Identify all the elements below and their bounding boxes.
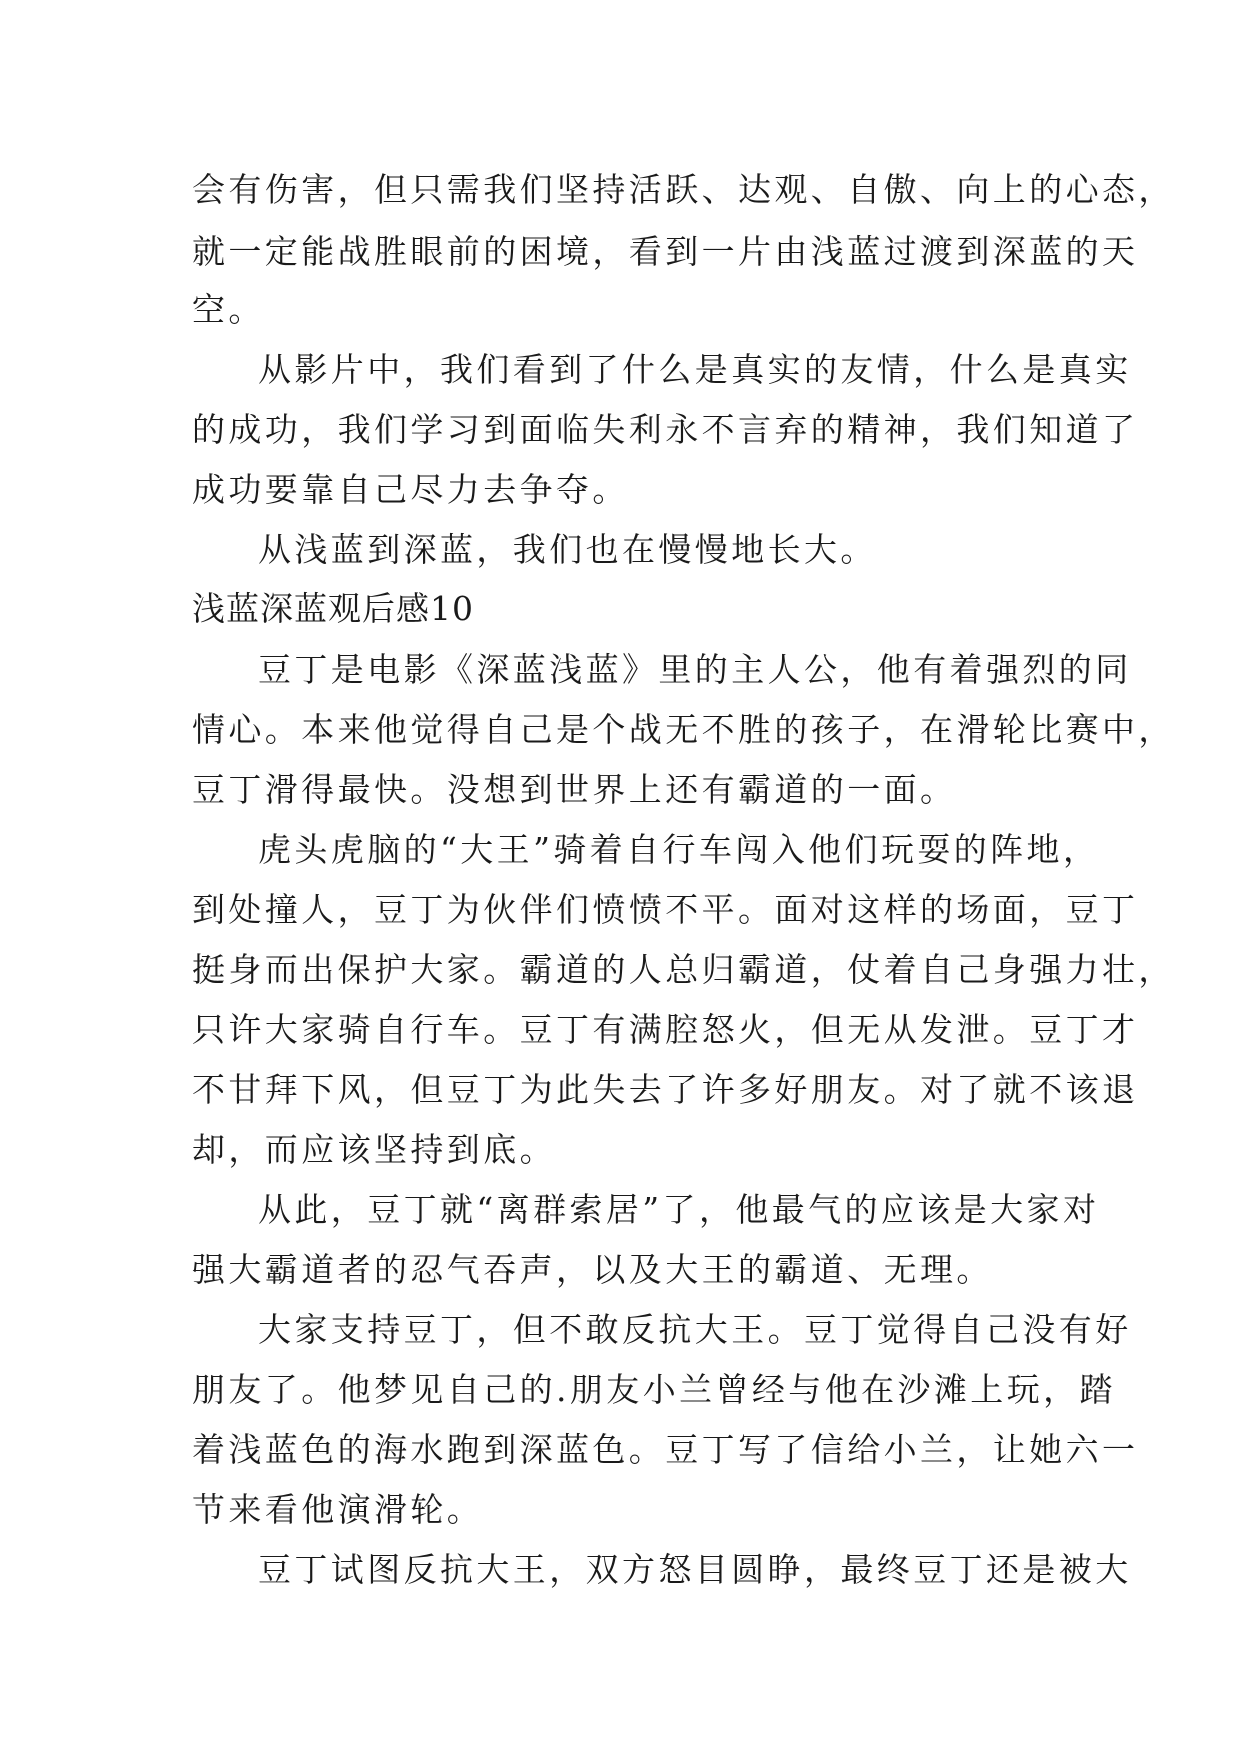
text-line: 不甘拜下风，但豆丁为此失去了许多好朋友。对了就不该退 [192, 1070, 1139, 1109]
text-line: 空。 [192, 290, 265, 329]
text-line: 情心。本来他觉得自己是个战无不胜的孩子，在滑轮比赛中， [192, 710, 1175, 749]
text-line: 大家支持豆丁，但不敢反抗大王。豆丁觉得自己没有好 [258, 1310, 1132, 1349]
text-line: 成功要靠自己尽力去争夺。 [192, 470, 629, 509]
text-line: 节来看他演滑轮。 [192, 1490, 484, 1529]
text-line: 豆丁是电影《深蓝浅蓝》里的主人公，他有着强烈的同 [258, 650, 1132, 689]
text-line: 从影片中，我们看到了什么是真实的友情，什么是真实 [258, 350, 1132, 389]
text-line: 只许大家骑自行车。豆丁有满腔怒火，但无从发泄。豆丁才 [192, 1010, 1139, 1049]
text-line: 豆丁滑得最快。没想到世界上还有霸道的一面。 [192, 770, 957, 809]
text-line: 强大霸道者的忍气吞声，以及大王的霸道、无理。 [192, 1250, 993, 1289]
text-line: 朋友了。他梦见自己的.朋友小兰曾经与他在沙滩上玩，踏 [192, 1370, 1116, 1409]
text-line: 从浅蓝到深蓝，我们也在慢慢地长大。 [258, 530, 877, 569]
text-line: 的成功，我们学习到面临失利永不言弃的精神，我们知道了 [192, 410, 1139, 449]
text-line: 挺身而出保护大家。霸道的人总归霸道，仗着自己身强力壮， [192, 950, 1175, 989]
text-line: 豆丁试图反抗大王，双方怒目圆睁，最终豆丁还是被大 [258, 1550, 1132, 1589]
section-heading: 浅蓝深蓝观后感10 [192, 589, 474, 628]
text-line: 从此，豆丁就“离群索居”了，他最气的应该是大家对 [258, 1190, 1100, 1229]
text-line: 到处撞人，豆丁为伙伴们愤愤不平。面对这样的场面，豆丁 [192, 890, 1139, 929]
text-line: 会有伤害，但只需我们坚持活跃、达观、自傲、向上的心态， [192, 170, 1175, 209]
text-line: 虎头虎脑的“大王”骑着自行车闯入他们玩耍的阵地， [258, 830, 1100, 869]
text-line: 却，而应该坚持到底。 [192, 1130, 556, 1169]
text-line: 着浅蓝色的海水跑到深蓝色。豆丁写了信给小兰，让她六一 [192, 1430, 1139, 1469]
text-line: 就一定能战胜眼前的困境，看到一片由浅蓝过渡到深蓝的天 [192, 232, 1139, 271]
